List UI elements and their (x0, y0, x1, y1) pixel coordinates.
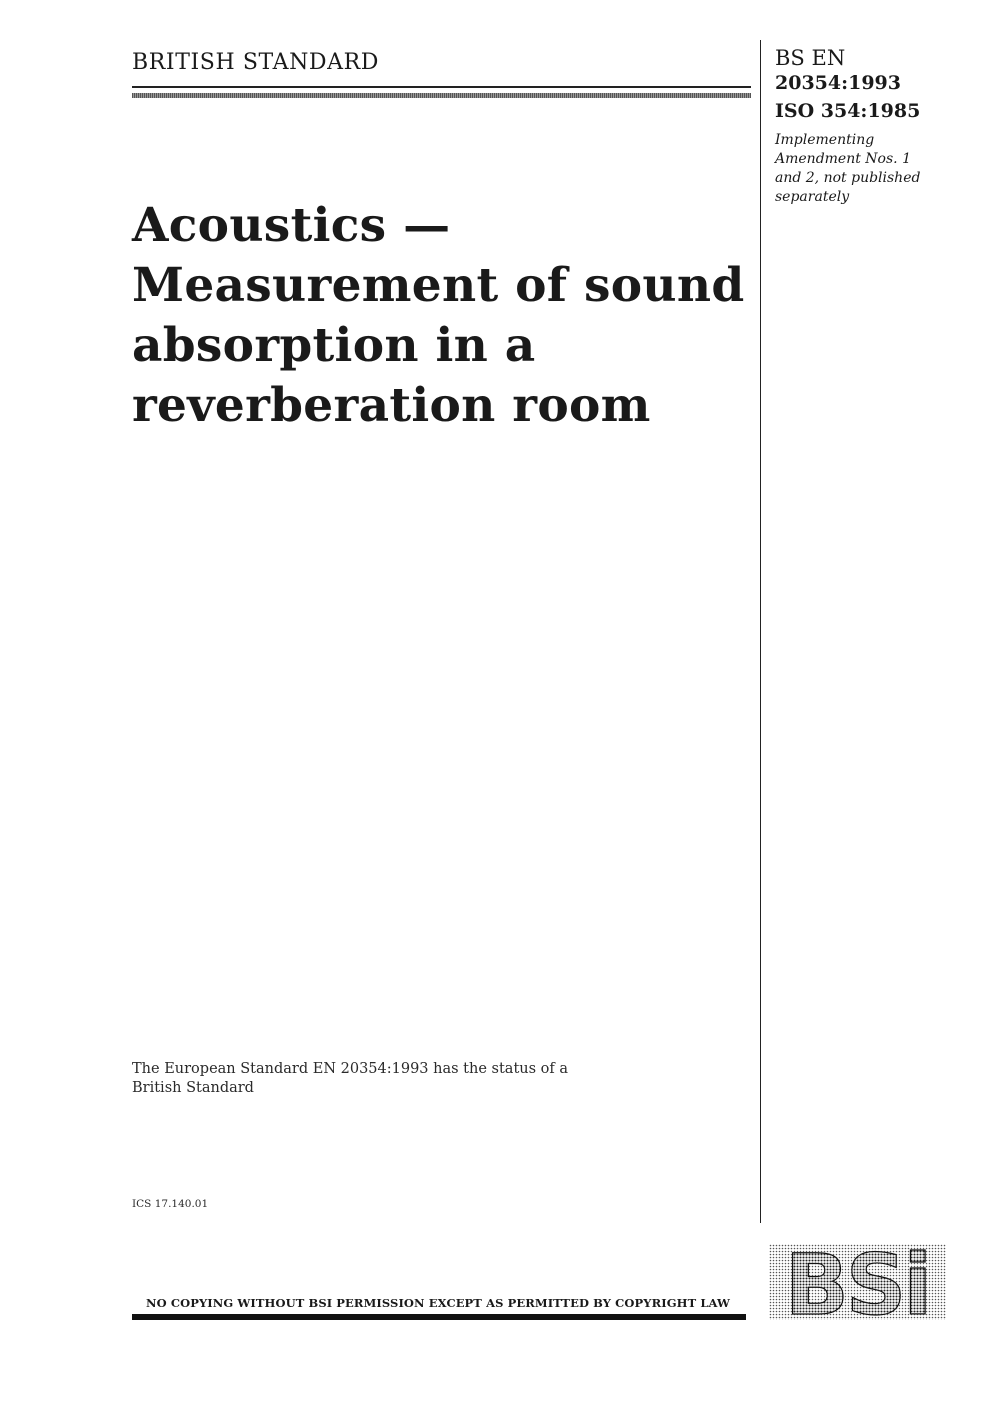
standard-number-iso: ISO 354:1985 (775, 100, 921, 122)
status-statement (132, 1060, 612, 1098)
series-label: BRITISH STANDARD (132, 50, 380, 75)
amendment-note-line: Amendment Nos. 1 (775, 151, 911, 167)
svg-text:BSi: BSi (784, 1244, 930, 1320)
standard-number-bs: BS EN (775, 46, 846, 70)
amendment-note-line: separately (775, 189, 850, 205)
copyright-notice: NO COPYING WITHOUT BSI PERMISSION EXCEPT AS PERMITTED BY COPYRIGHT LAW (146, 1296, 731, 1310)
title-line: Measurement of sound (132, 258, 745, 313)
title-line: reverberation room (132, 378, 651, 433)
document-title (132, 196, 752, 436)
header-rule (132, 86, 751, 88)
status-line: British Standard (132, 1080, 254, 1096)
amendment-note-line: and 2, not published (775, 170, 921, 186)
footer-rule (132, 1314, 746, 1320)
ics-code: ICS 17.140.01 (132, 1198, 209, 1210)
amendment-note-line: Implementing (775, 132, 875, 148)
title-line: Acoustics — (132, 198, 451, 253)
vertical-divider (760, 40, 761, 1223)
status-line: The European Standard EN 20354:1993 has the status of a (132, 1061, 569, 1077)
amendment-note (775, 131, 945, 207)
bsi-logo (769, 1244, 946, 1320)
header-rule-shaded (132, 93, 751, 98)
standard-number-en: 20354:1993 (775, 72, 901, 94)
title-line: absorption in a (132, 318, 536, 373)
